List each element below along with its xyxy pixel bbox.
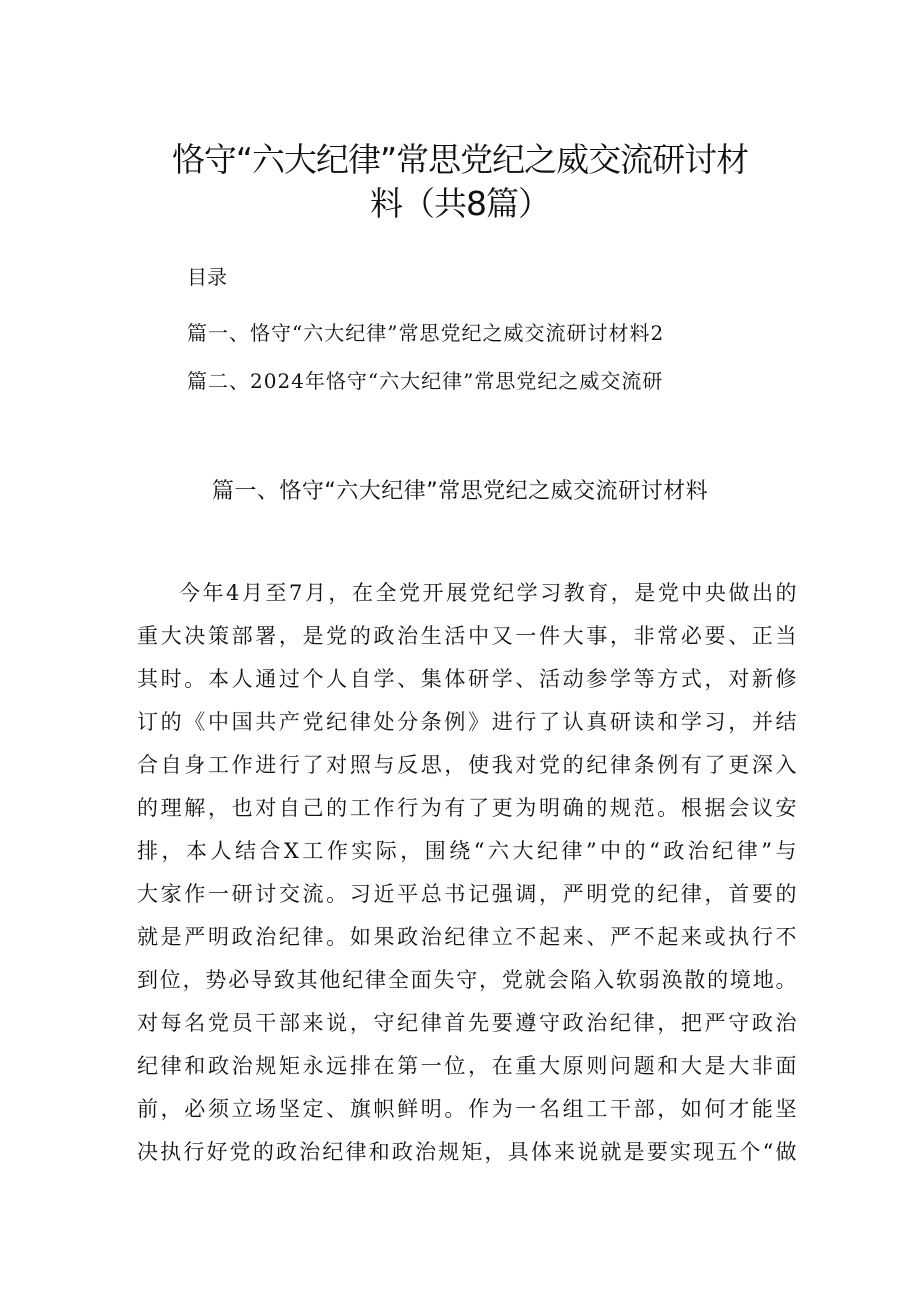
body-paragraph	[137, 572, 797, 1174]
toc-item-1[interactable]: 篇一、恪守“六大纪律”常思党纪之威交流研讨材料2	[187, 321, 665, 345]
paragraph-line: 纪律和政治规矩永远排在第一位，在重大原则问题和大是大非面	[137, 1054, 797, 1078]
paragraph-line: 的理解，也对自己的工作行为有了更为明确的规范。根据会议安	[137, 796, 797, 820]
document-title	[130, 138, 790, 226]
paragraph-line: 重大决策部署，是党的政治生活中又一件大事，非常必要、正当	[137, 624, 797, 648]
paragraph-line: 合自身工作进行了对照与反思，使我对党的纪律条例有了更深入	[137, 753, 797, 777]
paragraph-line: 大家作一研讨交流。习近平总书记强调，严明党的纪律，首要的	[137, 882, 797, 906]
paragraph-line: 到位，势必导致其他纪律全面失守，党就会陷入软弱涣散的境地。	[137, 968, 797, 992]
paragraph-line: 订的《中国共产党纪律处分条例》进行了认真研读和学习，并结	[137, 710, 797, 734]
toc-heading: 目录	[187, 265, 227, 289]
paragraph-line: 前，必须立场坚定、旗帜鲜明。作为一名组工干部，如何才能坚	[137, 1097, 797, 1121]
paragraph-line: 就是严明政治纪律。如果政治纪律立不起来、严不起来或执行不	[137, 925, 797, 949]
paragraph-line: 其时。本人通过个人自学、集体研学、活动参学等方式，对新修	[137, 667, 797, 691]
section-title: 篇一、恪守“六大纪律”常思党纪之威交流研讨材料	[211, 479, 709, 504]
document-title-line-1: 恪守“六大纪律”常思党纪之威交流研讨材	[171, 140, 749, 179]
paragraph-line: 对每名党员干部来说，守纪律首先要遵守政治纪律，把严守政治	[137, 1011, 797, 1035]
paragraph-line: 排，本人结合X工作实际，围绕“六大纪律”中的“政治纪律”与	[137, 839, 797, 863]
document-title-line-2: 料（共8篇）	[370, 184, 550, 223]
paragraph-line: 今年4月至7月，在全党开展党纪学习教育，是党中央做出的	[179, 581, 797, 605]
toc-item-2[interactable]: 篇二、2024年恪守“六大纪律”常思党纪之威交流研	[187, 369, 664, 393]
paragraph-line: 决执行好党的政治纪律和政治规矩，具体来说就是要实现五个“做	[137, 1140, 797, 1164]
